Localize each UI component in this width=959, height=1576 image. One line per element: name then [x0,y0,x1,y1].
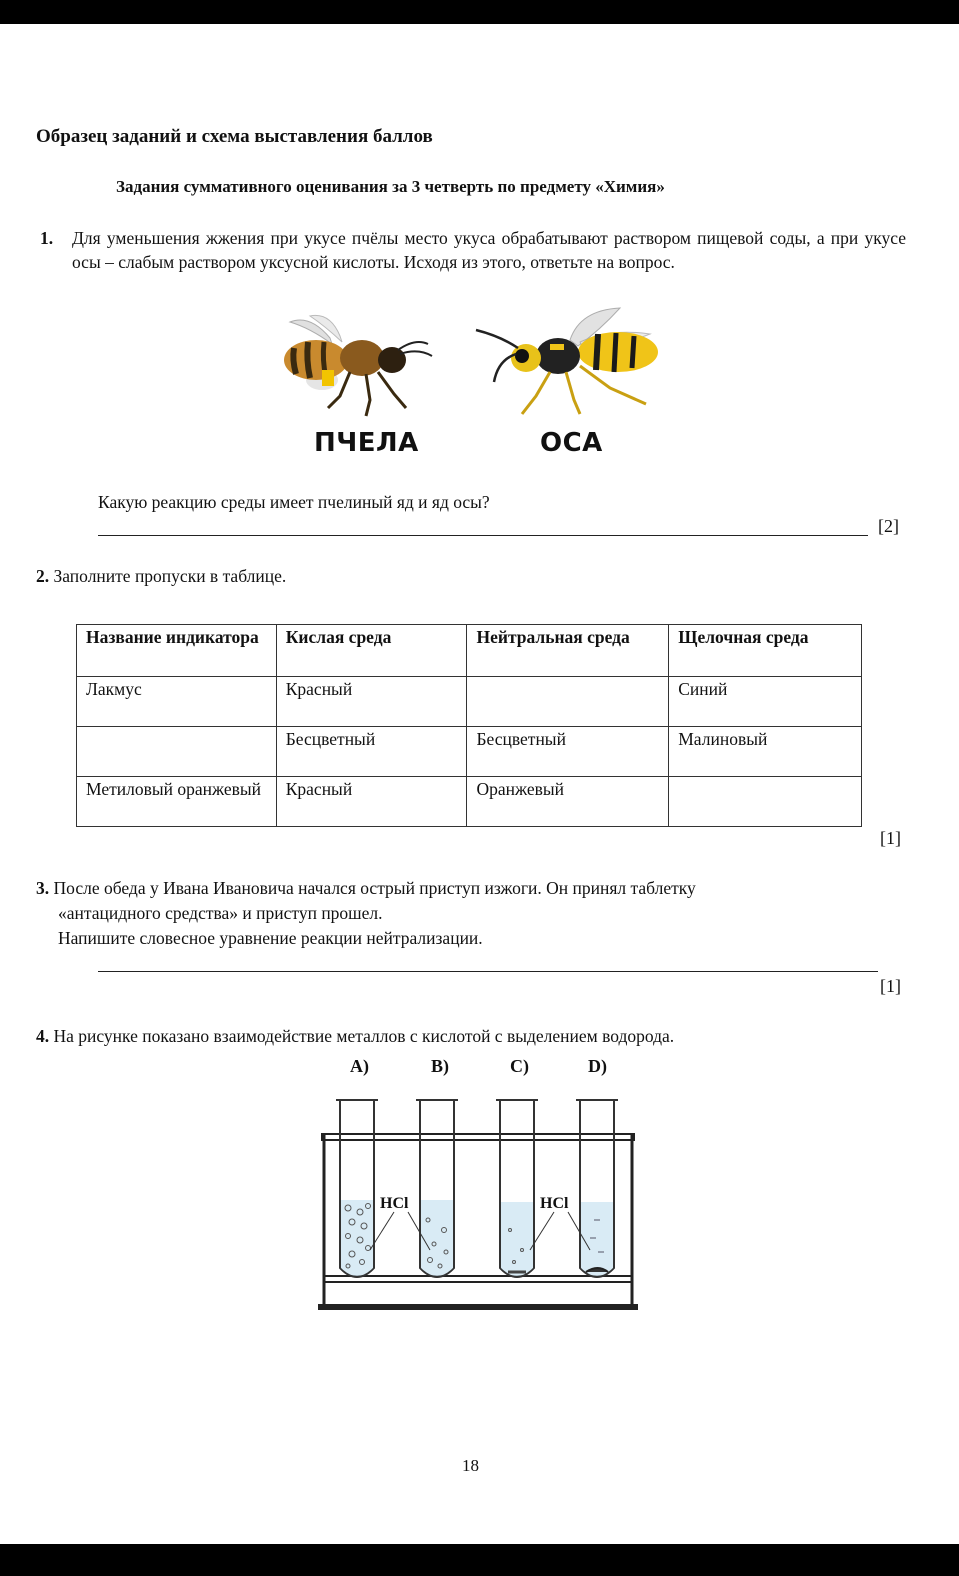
wasp-thorax [536,338,580,374]
table-cell-blank[interactable] [669,777,862,827]
acid-label-left: HCl [380,1195,409,1212]
table-header-cell: Название индикатора [77,625,277,677]
table-header-row [77,625,862,677]
question-2 [36,564,286,588]
acid-label-right: HCl [540,1195,569,1212]
table-cell: Красный [276,777,467,827]
table-cell: Лакмус [77,677,277,727]
question-3-line-1: После обеда у Ивана Ивановича начался острый приступ изжоги. Он принял таблетку [53,878,696,898]
table-row [77,777,862,827]
bottom-black-bar [0,1544,959,1576]
answer-line-3[interactable] [98,971,878,972]
question-4-number: 4. [36,1026,50,1046]
question-1 [40,226,906,274]
tube-label-c: C) [510,1056,529,1076]
question-3-number: 3. [36,878,50,898]
tube-label-a: A) [350,1056,369,1076]
table-cell: Красный [276,677,467,727]
test-tube-a [336,1100,378,1277]
indicator-table [76,624,862,827]
table-cell: Бесцветный [467,727,669,777]
wasp-label: ОСА [540,428,603,458]
question-3-line-2: «антацидного средства» и приступ прошел. [58,903,383,923]
page-number: 18 [462,1456,479,1475]
question-3-line-3: Напишите словесное уравнение реакции нейтрализации. [58,928,483,948]
answer-line-1[interactable] [98,535,868,536]
table-header-cell: Щелочная среда [669,625,862,677]
rack-base-bar [324,1276,632,1282]
tube-label-b: B) [431,1056,449,1076]
score-q3: [1] [880,976,901,996]
table-cell: Оранжевый [467,777,669,827]
table-cell: Бесцветный [276,727,467,777]
question-2-text: Заполните пропуски в таблице. [53,566,287,586]
top-black-bar [0,0,959,24]
table-cell: Метиловый оранжевый [77,777,277,827]
test-tube-rack-diagram [310,1090,650,1320]
question-2-number: 2. [36,566,50,586]
question-3 [36,876,696,900]
question-4-text: На рисунке показано взаимодействие металлов с кислотой с выделением водорода. [53,1026,675,1046]
table-row [77,727,862,777]
bee-head [378,347,406,373]
question-1-prompt: Какую реакцию среды имеет пчелиный яд и яд осы? [98,492,490,512]
table-cell: Синий [669,677,862,727]
test-tube-b [416,1100,458,1277]
bee-image [270,308,445,423]
table-header-cell: Кислая среда [276,625,467,677]
test-tube-c [496,1100,538,1277]
question-4 [36,1024,674,1048]
bee-thorax [340,340,384,376]
score-q1: [2] [878,516,899,536]
table-header-cell: Нейтральная среда [467,625,669,677]
table-cell-blank[interactable] [467,677,669,727]
question-1-text: Для уменьшения жжения при укусе пчёлы место укуса обрабатывают раствором пищевой соды, а при укусе осы – слабым раствором уксусной кислоты. Исходя из этого, ответьте на вопрос. [72,228,906,272]
rack-foot [318,1304,638,1310]
page-heading: Образец заданий и схема выставления баллов [36,126,433,147]
question-1-number: 1. [40,228,54,248]
rack-top-bar [322,1134,634,1140]
table-row [77,677,862,727]
score-q2: [1] [880,828,901,848]
table-cell: Малиновый [669,727,862,777]
bee-label: ПЧЕЛА [314,428,419,458]
page-subheading: Задания суммативного оценивания за 3 четверть по предмету «Химия» [116,177,665,196]
table-cell-blank[interactable] [77,727,277,777]
test-tube-d [576,1100,618,1277]
wasp-image [470,300,685,425]
tube-label-d: D) [588,1056,607,1076]
